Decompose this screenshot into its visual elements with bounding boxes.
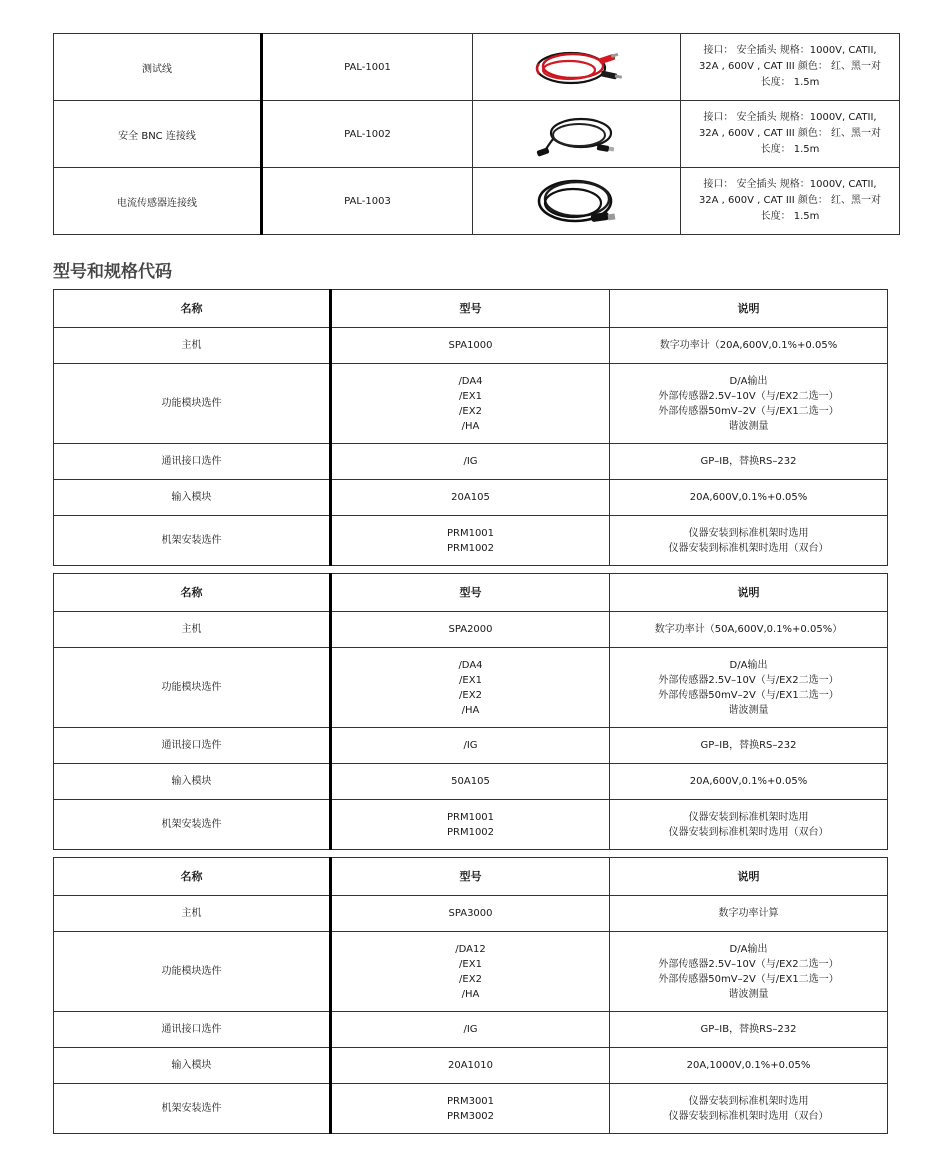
desc-line: 谐波测量 xyxy=(728,704,769,716)
table-row xyxy=(54,1084,888,1134)
table-row xyxy=(54,728,888,764)
model-line: /EX1 xyxy=(459,390,482,402)
desc-line: 仪器安装到标准机架时选用（双台） xyxy=(668,826,829,838)
row-model xyxy=(331,364,610,444)
desc-line: 外部传感器50mV–2V（与/EX1二选一） xyxy=(658,973,839,985)
desc-line: 外部传感器50mV–2V（与/EX1二选一） xyxy=(658,689,839,701)
row-name: 功能模块选件 xyxy=(54,932,331,1012)
row-name: 机架安装选件 xyxy=(54,800,331,850)
row-model: SPA3000 xyxy=(331,896,610,932)
sensor-cable-image xyxy=(531,173,623,229)
bnc-cable-image xyxy=(535,109,619,159)
row-model: 20A105 xyxy=(331,480,610,516)
row-name: 机架安装选件 xyxy=(54,1084,331,1134)
row-desc: 数字功率计（50A,600V,0.1%+0.05%） xyxy=(610,612,888,648)
model-line: PRM1001 xyxy=(446,527,495,539)
row-model xyxy=(331,648,610,728)
spec-table xyxy=(53,289,888,566)
row-name: 机架安装选件 xyxy=(54,516,331,566)
desc-line: 外部传感器2.5V–10V（与/EX2二选一） xyxy=(658,958,839,970)
row-desc xyxy=(610,800,888,850)
table-row xyxy=(54,896,888,932)
row-desc xyxy=(610,364,888,444)
model-line: PRM1002 xyxy=(446,826,495,838)
accessory-name: 电流传感器连接线 xyxy=(54,168,262,235)
spec-table xyxy=(53,857,888,1134)
row-name: 通讯接口选件 xyxy=(54,444,331,480)
accessory-desc xyxy=(681,101,900,168)
model-line: PRM1002 xyxy=(446,542,495,554)
table-row xyxy=(54,932,888,1012)
table-row xyxy=(54,444,888,480)
header-model: 型号 xyxy=(331,574,610,612)
row-model xyxy=(331,800,610,850)
row-model: 50A105 xyxy=(331,764,610,800)
table-row xyxy=(54,364,888,444)
desc-line: 仪器安装到标准机架时选用 xyxy=(688,1095,809,1107)
model-line: /HA xyxy=(461,704,480,716)
desc-line: 仪器安装到标准机架时选用 xyxy=(688,811,809,823)
row-model: /IG xyxy=(331,444,610,480)
accessory-row xyxy=(54,34,900,101)
accessory-row xyxy=(54,101,900,168)
desc-line: 外部传感器2.5V–10V（与/EX2二选一） xyxy=(658,390,839,402)
accessory-row xyxy=(54,168,900,235)
header-desc: 说明 xyxy=(610,574,888,612)
desc-line: 外部传感器2.5V–10V（与/EX2二选一） xyxy=(658,674,839,686)
table-row xyxy=(54,1048,888,1084)
accessory-model: PAL-1001 xyxy=(262,34,473,101)
accessory-model: PAL-1003 xyxy=(262,168,473,235)
desc-line: 32A , 600V , CAT III 颜色： 红、黑一对 xyxy=(698,61,882,72)
row-desc: 20A,1000V,0.1%+0.05% xyxy=(610,1048,888,1084)
row-model: SPA2000 xyxy=(331,612,610,648)
model-line: /EX1 xyxy=(459,674,482,686)
desc-line: 谐波测量 xyxy=(728,420,769,432)
table-row xyxy=(54,480,888,516)
model-line: /EX2 xyxy=(459,973,482,985)
row-desc: 20A,600V,0.1%+0.05% xyxy=(610,764,888,800)
row-desc: GP–IB，替换RS–232 xyxy=(610,728,888,764)
model-line: PRM3002 xyxy=(446,1110,495,1122)
table-row xyxy=(54,764,888,800)
desc-line: 接口： 安全插头 规格：1000V, CATII, xyxy=(703,179,877,190)
accessory-model: PAL-1002 xyxy=(262,101,473,168)
accessory-image-cell xyxy=(473,34,681,101)
row-name: 主机 xyxy=(54,896,331,932)
row-desc xyxy=(610,1084,888,1134)
row-model: /IG xyxy=(331,1012,610,1048)
section-title: 型号和规格代码 xyxy=(53,262,172,282)
header-desc: 说明 xyxy=(610,858,888,896)
row-name: 功能模块选件 xyxy=(54,648,331,728)
accessories-table xyxy=(53,33,900,235)
row-name: 主机 xyxy=(54,328,331,364)
accessory-desc xyxy=(681,34,900,101)
accessory-name: 安全 BNC 连接线 xyxy=(54,101,262,168)
row-model xyxy=(331,932,610,1012)
table-row xyxy=(54,612,888,648)
accessory-name: 测试线 xyxy=(54,34,262,101)
desc-line: 仪器安装到标准机架时选用（双台） xyxy=(668,542,829,554)
row-desc: 20A,600V,0.1%+0.05% xyxy=(610,480,888,516)
model-line: /EX2 xyxy=(459,689,482,701)
table-row xyxy=(54,328,888,364)
table-row xyxy=(54,1012,888,1048)
table-header-row xyxy=(54,290,888,328)
row-desc xyxy=(610,648,888,728)
table-row xyxy=(54,648,888,728)
desc-line: 仪器安装到标准机架时选用（双台） xyxy=(668,1110,829,1122)
row-name: 功能模块选件 xyxy=(54,364,331,444)
model-line: PRM3001 xyxy=(446,1095,495,1107)
row-model: 20A1010 xyxy=(331,1048,610,1084)
row-desc: 数字功率计（20A,600V,0.1%+0.05% xyxy=(610,328,888,364)
model-line: /DA12 xyxy=(455,943,486,955)
header-name: 名称 xyxy=(54,290,331,328)
desc-line: 仪器安装到标准机架时选用 xyxy=(688,527,809,539)
row-model: SPA1000 xyxy=(331,328,610,364)
model-line: PRM1001 xyxy=(446,811,495,823)
table-row xyxy=(54,800,888,850)
model-line: /HA xyxy=(461,988,480,1000)
row-name: 通讯接口选件 xyxy=(54,728,331,764)
desc-line: D/A输出 xyxy=(729,375,768,387)
row-name: 输入模块 xyxy=(54,480,331,516)
row-desc xyxy=(610,516,888,566)
desc-line: 长度： 1.5m xyxy=(760,211,820,222)
header-desc: 说明 xyxy=(610,290,888,328)
accessory-desc xyxy=(681,168,900,235)
model-line: /EX2 xyxy=(459,405,482,417)
desc-line: 32A , 600V , CAT III 颜色： 红、黑一对 xyxy=(698,128,882,139)
desc-line: D/A输出 xyxy=(729,659,768,671)
table-row xyxy=(54,516,888,566)
desc-line: 接口： 安全插头 规格：1000V, CATII, xyxy=(703,45,877,56)
header-model: 型号 xyxy=(331,858,610,896)
desc-line: 接口： 安全插头 规格：1000V, CATII, xyxy=(703,112,877,123)
table-header-row xyxy=(54,858,888,896)
header-model: 型号 xyxy=(331,290,610,328)
header-name: 名称 xyxy=(54,858,331,896)
row-name: 主机 xyxy=(54,612,331,648)
desc-line: 外部传感器50mV–2V（与/EX1二选一） xyxy=(658,405,839,417)
header-name: 名称 xyxy=(54,574,331,612)
row-desc xyxy=(610,932,888,1012)
desc-line: 长度： 1.5m xyxy=(760,144,820,155)
row-desc: GP–IB，替换RS–232 xyxy=(610,444,888,480)
row-desc: GP–IB，替换RS–232 xyxy=(610,1012,888,1048)
desc-line: D/A输出 xyxy=(729,943,768,955)
model-line: /DA4 xyxy=(458,375,483,387)
accessory-image-cell xyxy=(473,168,681,235)
spec-table xyxy=(53,573,888,850)
row-model xyxy=(331,516,610,566)
model-line: /DA4 xyxy=(458,659,483,671)
desc-line: 长度： 1.5m xyxy=(760,77,820,88)
row-name: 输入模块 xyxy=(54,764,331,800)
table-header-row xyxy=(54,574,888,612)
row-desc: 数字功率计算 xyxy=(610,896,888,932)
red-black-test-leads-image xyxy=(531,42,623,92)
row-name: 输入模块 xyxy=(54,1048,331,1084)
row-name: 通讯接口选件 xyxy=(54,1012,331,1048)
row-model: /IG xyxy=(331,728,610,764)
desc-line: 32A , 600V , CAT III 颜色： 红、黑一对 xyxy=(698,195,882,206)
accessory-image-cell xyxy=(473,101,681,168)
model-line: /EX1 xyxy=(459,958,482,970)
desc-line: 谐波测量 xyxy=(728,988,769,1000)
row-model xyxy=(331,1084,610,1134)
model-line: /HA xyxy=(461,420,480,432)
